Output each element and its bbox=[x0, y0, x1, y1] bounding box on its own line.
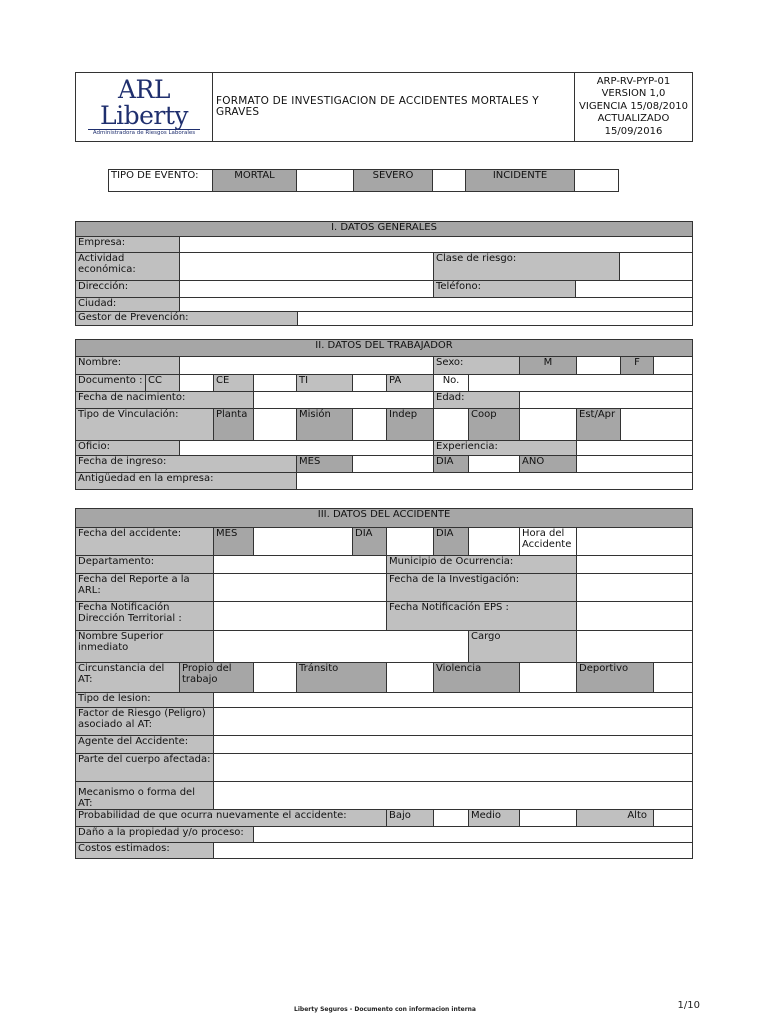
fecha-nacimiento-field[interactable] bbox=[254, 392, 434, 409]
circunstancia-label: Circunstancia del AT: bbox=[76, 663, 180, 693]
sexo-label: Sexo: bbox=[434, 357, 520, 375]
edad-field[interactable] bbox=[520, 392, 693, 409]
costos-label: Costos estimados: bbox=[76, 843, 214, 859]
header-table bbox=[75, 72, 693, 142]
actividad-field[interactable] bbox=[180, 253, 434, 281]
fecha-investigacion-field[interactable] bbox=[577, 574, 693, 602]
direccion-label: Dirección: bbox=[76, 281, 180, 298]
propio-checkbox[interactable] bbox=[254, 663, 297, 693]
telefono-label: Teléfono: bbox=[434, 281, 576, 298]
ingreso-dia-field[interactable] bbox=[469, 456, 520, 473]
parte-cuerpo-field[interactable] bbox=[214, 754, 693, 782]
hora-accidente-label: Hora del Accidente bbox=[520, 528, 577, 556]
sexo-f-label: F bbox=[621, 357, 654, 375]
tipo-lesion-label: Tipo de lesion: bbox=[76, 693, 214, 708]
gestor-field[interactable] bbox=[298, 312, 693, 326]
fecha-reporte-field[interactable] bbox=[214, 574, 387, 602]
oficio-label: Oficio: bbox=[76, 441, 180, 456]
document-version: VERSION 1,0 bbox=[601, 88, 666, 100]
deportivo-checkbox[interactable] bbox=[654, 663, 693, 693]
est-apr-checkbox[interactable] bbox=[621, 409, 693, 441]
mecanismo-field[interactable] bbox=[214, 782, 693, 810]
cargo-label: Cargo bbox=[469, 631, 577, 663]
clase-riesgo-label: Clase de riesgo: bbox=[434, 253, 620, 281]
logo-subtitle: Administradora de Riesgos Laborales bbox=[88, 129, 200, 137]
mortal-label: MORTAL bbox=[213, 170, 297, 192]
municipio-label: Municipio de Ocurrencia: bbox=[387, 556, 577, 574]
liberty-logo: ARL Liberty bbox=[99, 75, 189, 130]
fecha-notificacion-label: Fecha Notificación Dirección Territorial : bbox=[76, 602, 214, 631]
coop-label: Coop bbox=[469, 409, 520, 441]
alto-checkbox[interactable] bbox=[654, 810, 693, 827]
superior-label: Nombre Superior inmediato bbox=[76, 631, 214, 663]
accidente-dia-field-1[interactable] bbox=[387, 528, 434, 556]
medio-label: Medio bbox=[469, 810, 520, 827]
datos-accidente-table bbox=[75, 508, 693, 859]
mision-label: Misión bbox=[297, 409, 353, 441]
medio-checkbox[interactable] bbox=[520, 810, 577, 827]
planta-label: Planta bbox=[214, 409, 254, 441]
agente-field[interactable] bbox=[214, 736, 693, 754]
experiencia-field[interactable] bbox=[577, 441, 693, 456]
dano-label: Daño a la propiedad y/o proceso: bbox=[76, 827, 254, 843]
tipo-evento-label: TIPO DE EVENTO: bbox=[109, 170, 213, 192]
logo-cell bbox=[76, 73, 213, 142]
documento-number-field[interactable] bbox=[469, 375, 693, 392]
severo-checkbox[interactable] bbox=[433, 170, 466, 192]
superior-field[interactable] bbox=[214, 631, 469, 663]
document-title: FORMATO DE INVESTIGACION DE ACCIDENTES MORTALES Y GRAVES bbox=[213, 73, 575, 142]
agente-label: Agente del Accidente: bbox=[76, 736, 214, 754]
document-vigencia: VIGENCIA 15/08/2010 bbox=[579, 100, 688, 112]
notificacion-eps-field[interactable] bbox=[577, 602, 693, 631]
est-apr-label: Est/Apr bbox=[577, 409, 621, 441]
cc-checkbox[interactable] bbox=[180, 375, 214, 392]
factor-riesgo-field[interactable] bbox=[214, 708, 693, 736]
antiguedad-label: Antigüedad en la empresa: bbox=[76, 473, 297, 490]
experiencia-label: Experiencia: bbox=[434, 441, 577, 456]
transito-checkbox[interactable] bbox=[387, 663, 434, 693]
nombre-field[interactable] bbox=[180, 357, 434, 375]
accidente-mes-label: MES bbox=[214, 528, 254, 556]
deportivo-label: Deportivo bbox=[577, 663, 654, 693]
document-actualizado: ACTUALIZADO bbox=[597, 113, 670, 125]
ti-checkbox[interactable] bbox=[353, 375, 387, 392]
accidente-mes-field[interactable] bbox=[254, 528, 353, 556]
accidente-dia-field-2[interactable] bbox=[469, 528, 520, 556]
hora-accidente-field[interactable] bbox=[577, 528, 693, 556]
ti-label: TI bbox=[297, 375, 353, 392]
antiguedad-field[interactable] bbox=[297, 473, 693, 490]
accidente-dia-label-2: DIA bbox=[434, 528, 469, 556]
bajo-checkbox[interactable] bbox=[434, 810, 469, 827]
edad-label: Edad: bbox=[434, 392, 520, 409]
datos-generales-table bbox=[75, 221, 693, 326]
fecha-notificacion-field[interactable] bbox=[214, 602, 387, 631]
alto-label: Alto bbox=[577, 810, 654, 827]
datos-trabajador-title: II. DATOS DEL TRABAJADOR bbox=[76, 340, 693, 357]
municipio-field[interactable] bbox=[577, 556, 693, 574]
telefono-field[interactable] bbox=[576, 281, 693, 298]
documento-no-label: No. bbox=[434, 375, 469, 392]
empresa-field[interactable] bbox=[180, 237, 693, 253]
incidente-checkbox[interactable] bbox=[575, 170, 619, 192]
costos-field[interactable] bbox=[214, 843, 693, 859]
actividad-label: Actividad económica: bbox=[76, 253, 180, 281]
nombre-label: Nombre: bbox=[76, 357, 180, 375]
planta-checkbox[interactable] bbox=[254, 409, 297, 441]
notificacion-eps-label: Fecha Notificación EPS : bbox=[387, 602, 577, 631]
ciudad-field[interactable] bbox=[180, 298, 693, 312]
datos-accidente-title: III. DATOS DEL ACCIDENTE bbox=[76, 509, 693, 528]
ciudad-label: Ciudad: bbox=[76, 298, 180, 312]
cc-label: CC bbox=[146, 375, 180, 392]
sexo-m-label: M bbox=[520, 357, 577, 375]
violencia-checkbox[interactable] bbox=[520, 663, 577, 693]
coop-checkbox[interactable] bbox=[520, 409, 577, 441]
ingreso-anio-field[interactable] bbox=[577, 456, 693, 473]
departamento-label: Departamento: bbox=[76, 556, 214, 574]
ingreso-mes-label: MES bbox=[297, 456, 353, 473]
probabilidad-label: Probabilidad de que ocurra nuevamente el accidente: bbox=[76, 810, 387, 827]
tipo-lesion-field[interactable] bbox=[214, 693, 693, 708]
parte-cuerpo-label: Parte del cuerpo afectada: bbox=[76, 754, 214, 782]
dano-field[interactable] bbox=[254, 827, 693, 843]
datos-trabajador-table bbox=[75, 339, 693, 490]
factor-riesgo-label: Factor de Riesgo (Peligro) asociado al AT: bbox=[76, 708, 214, 736]
pa-label: PA bbox=[387, 375, 434, 392]
document-actualizado-fecha: 15/09/2016 bbox=[604, 125, 663, 137]
mecanismo-label: Mecanismo o forma del AT: bbox=[76, 782, 214, 810]
fecha-accidente-label: Fecha del accidente: bbox=[76, 528, 214, 556]
ingreso-dia-label: DIA bbox=[434, 456, 469, 473]
cargo-field[interactable] bbox=[577, 631, 693, 663]
indep-checkbox[interactable] bbox=[434, 409, 469, 441]
page-number: 1/10 bbox=[677, 1000, 700, 1011]
clase-riesgo-field[interactable] bbox=[620, 253, 693, 281]
severo-label: SEVERO bbox=[354, 170, 433, 192]
mortal-checkbox[interactable] bbox=[297, 170, 354, 192]
propio-label: Propio del trabajo bbox=[180, 663, 254, 693]
empresa-label: Empresa: bbox=[76, 237, 180, 253]
datos-generales-title: I. DATOS GENERALES bbox=[76, 222, 693, 237]
tipo-evento-table bbox=[108, 169, 619, 192]
fecha-ingreso-label: Fecha de ingreso: bbox=[76, 456, 297, 473]
documento-label: Documento : bbox=[76, 375, 146, 392]
ingreso-mes-field[interactable] bbox=[353, 456, 434, 473]
document-meta bbox=[575, 73, 693, 142]
transito-label: Tránsito bbox=[297, 663, 387, 693]
departamento-field[interactable] bbox=[214, 556, 387, 574]
incidente-label: INCIDENTE bbox=[466, 170, 575, 192]
sexo-f-checkbox[interactable] bbox=[654, 357, 693, 375]
ce-checkbox[interactable] bbox=[254, 375, 297, 392]
oficio-field[interactable] bbox=[180, 441, 434, 456]
bajo-label: Bajo bbox=[387, 810, 434, 827]
violencia-label: Violencia bbox=[434, 663, 520, 693]
indep-label: Indep bbox=[387, 409, 434, 441]
document-code: ARP-RV-PYP-01 bbox=[596, 75, 671, 87]
footer-note: Liberty Seguros - Documento con informacion interna bbox=[294, 1006, 476, 1013]
gestor-label: Gestor de Prevención: bbox=[76, 312, 298, 326]
tipo-vinculacion-label: Tipo de Vinculación: bbox=[76, 409, 214, 441]
ingreso-anio-label: AÑO bbox=[520, 456, 577, 473]
fecha-investigacion-label: Fecha de la Investigación: bbox=[387, 574, 577, 602]
accidente-dia-label-1: DIA bbox=[353, 528, 387, 556]
ce-label: CE bbox=[214, 375, 254, 392]
direccion-field[interactable] bbox=[180, 281, 434, 298]
fecha-reporte-label: Fecha del Reporte a la ARL: bbox=[76, 574, 214, 602]
sexo-m-checkbox[interactable] bbox=[577, 357, 621, 375]
fecha-nacimiento-label: Fecha de nacimiento: bbox=[76, 392, 254, 409]
mision-checkbox[interactable] bbox=[353, 409, 387, 441]
